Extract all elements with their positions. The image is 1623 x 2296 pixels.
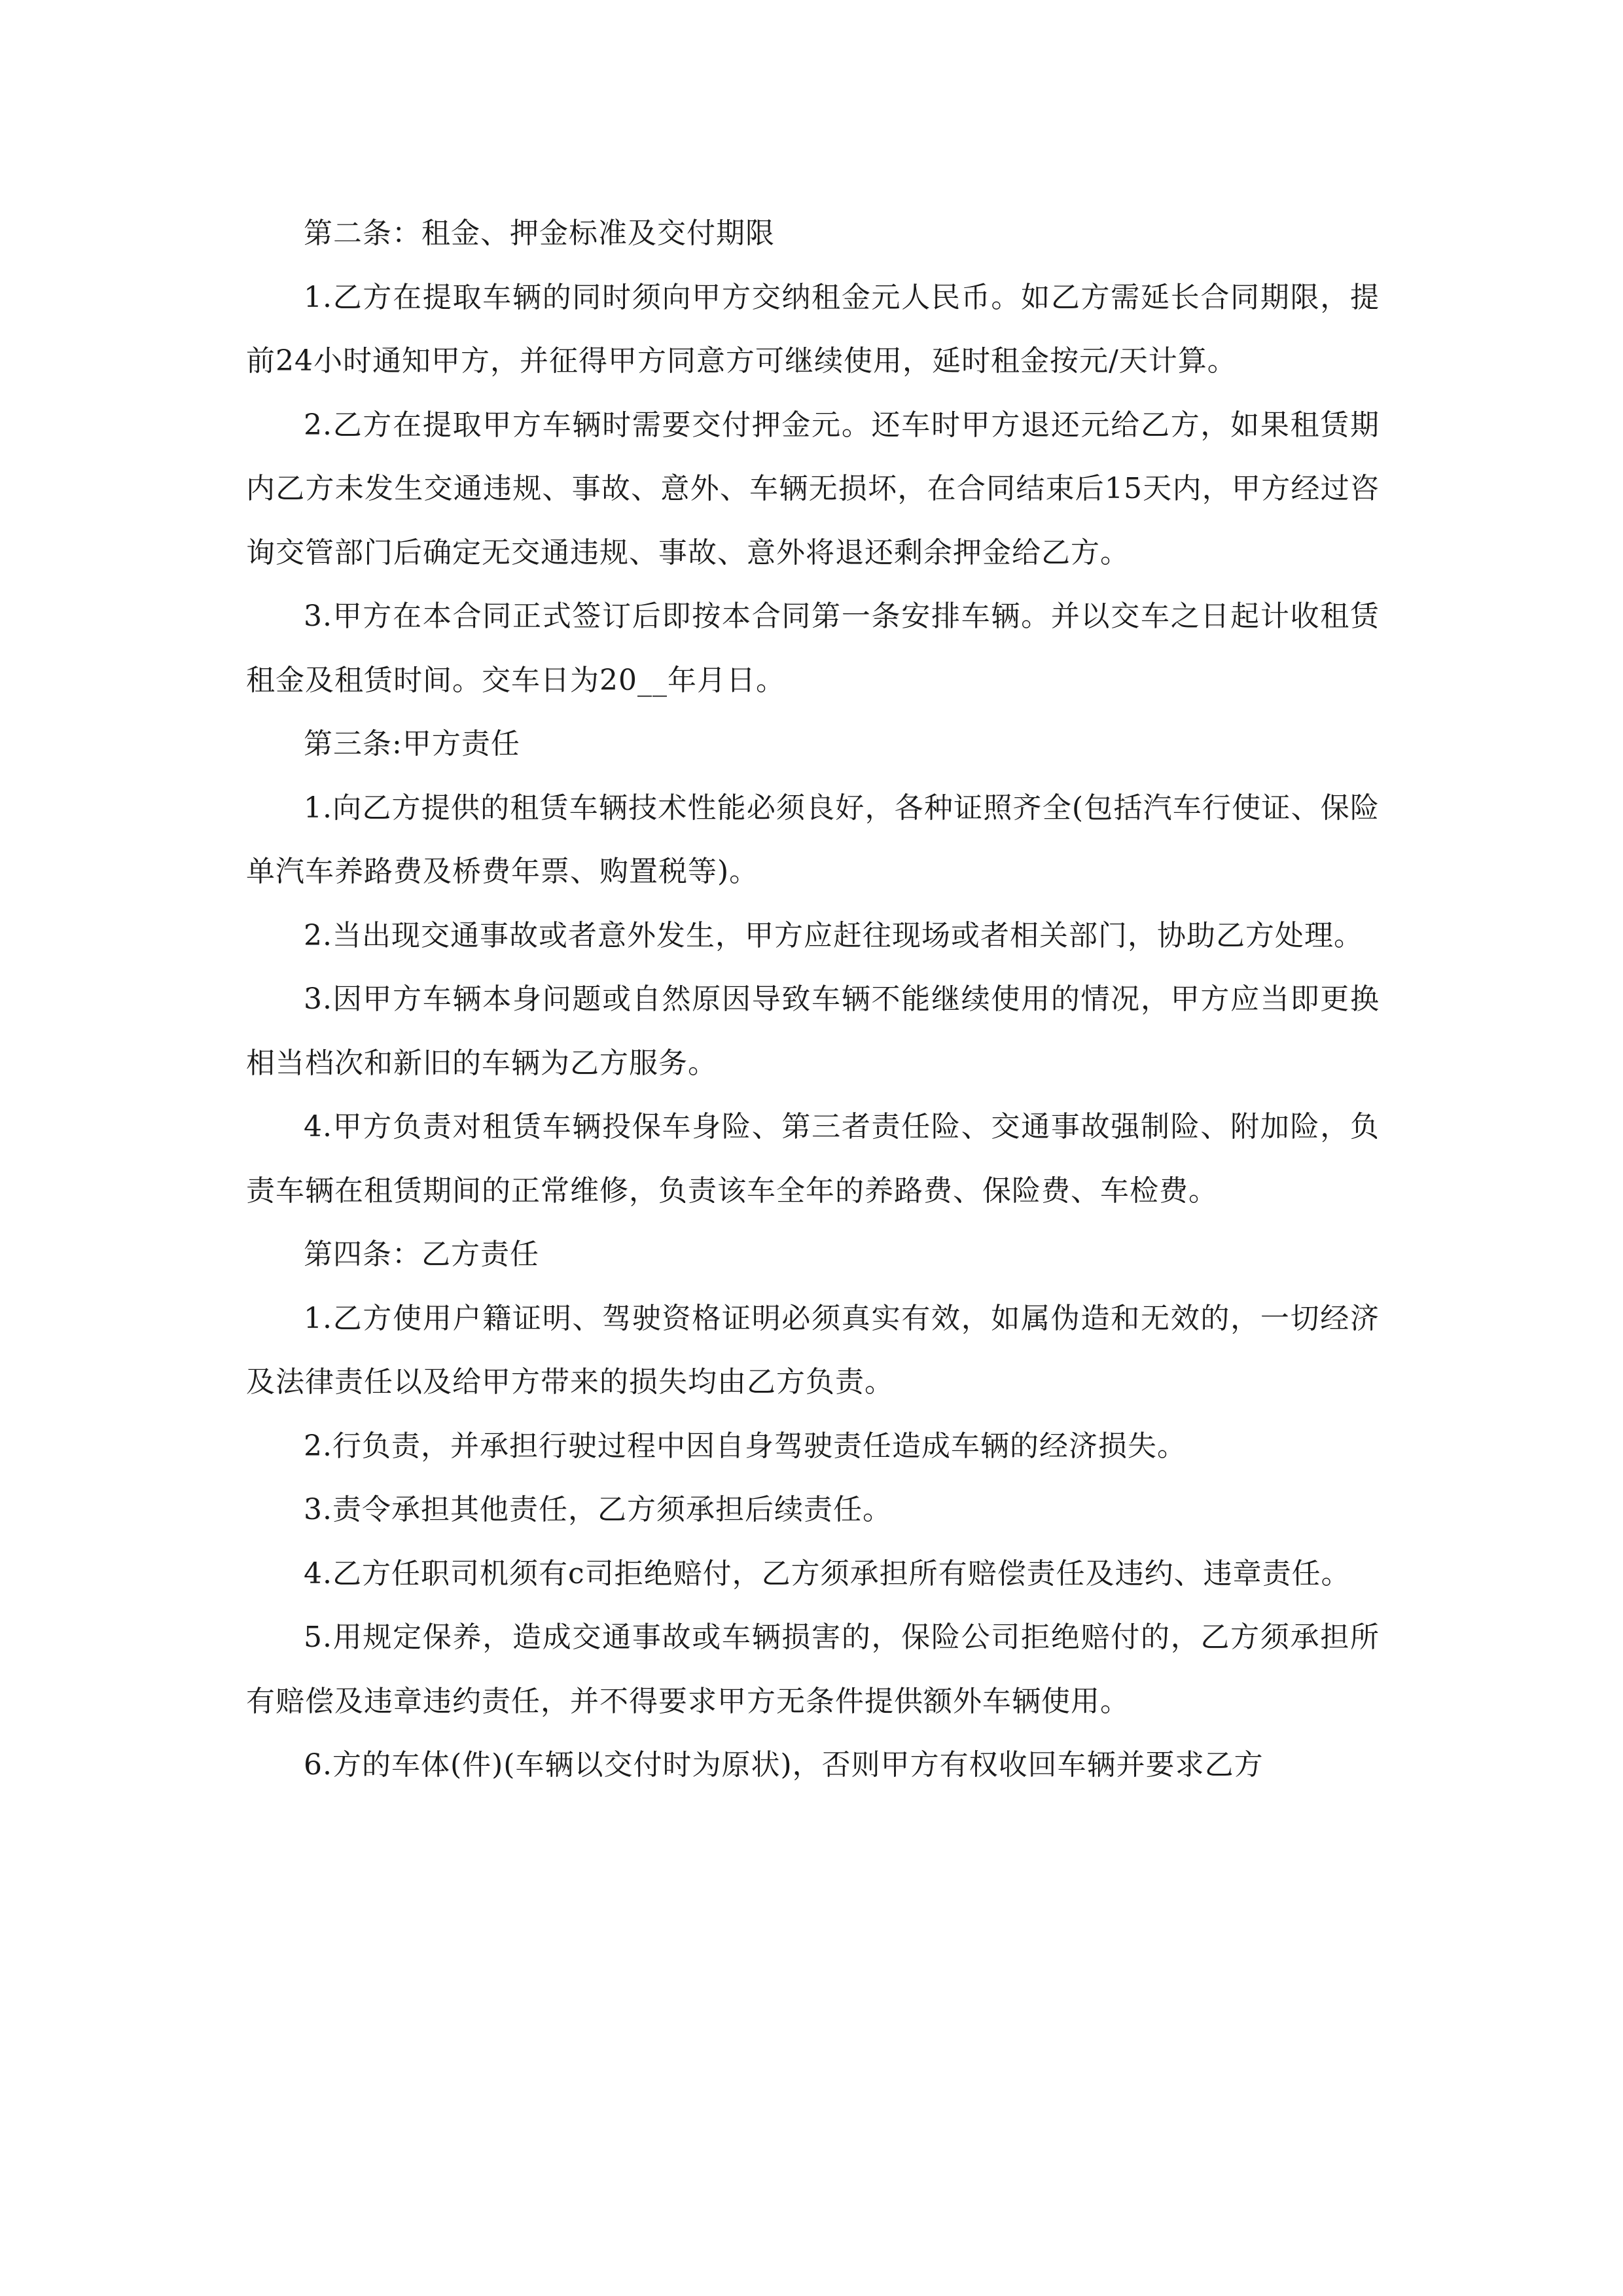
paragraph: 2.乙方在提取甲方车辆时需要交付押金元。还车时甲方退还元给乙方，如果租赁期内乙方未发生交通违规、事故、意外、车辆无损坏，在合同结束后15天内，甲方经过咨询交管部门后确定无交通违规、事故、意外将退还剩余押金给乙方。 xyxy=(246,408,1380,569)
paragraph: 4.乙方任职司机须有c司拒绝赔付，乙方须承担所有赔偿责任及违约、违章责任。 xyxy=(304,1556,1351,1590)
contract-body xyxy=(246,202,1380,1797)
paragraph: 5.用规定保养，造成交通事故或车辆损害的，保险公司拒绝赔付的，乙方须承担所有赔偿及违章违约责任，并不得要求甲方无条件提供额外车辆使用。 xyxy=(246,1621,1380,1718)
section-heading-article-2: 第二条：租金、押金标准及交付期限 xyxy=(304,217,775,250)
paragraph: 2.行负责，并承担行驶过程中因自身驾驶责任造成车辆的经济损失。 xyxy=(304,1429,1186,1463)
paragraph: 1.乙方使用户籍证明、驾驶资格证明必须真实有效，如属伪造和无效的，一切经济及法律责任以及给甲方带来的损失均由乙方负责。 xyxy=(246,1301,1380,1399)
paragraph: 3.责令承担其他责任，乙方须承担后续责任。 xyxy=(304,1493,892,1526)
paragraph: 1.乙方在提取车辆的同时须向甲方交纳租金元人民币。如乙方需延长合同期限，提前24小时通知甲方，并征得甲方同意方可继续使用，延时租金按元/天计算。 xyxy=(246,280,1380,378)
section-heading-article-4: 第四条：乙方责任 xyxy=(304,1238,539,1271)
section-heading-article-3: 第三条:甲方责任 xyxy=(304,727,520,761)
paragraph: 4.甲方负责对租赁车辆投保车身险、第三者责任险、交通事故强制险、附加险，负责车辆在租赁期间的正常维修，负责该车全年的养路费、保险费、车检费。 xyxy=(246,1110,1380,1208)
paragraph: 6.方的车体(件)(车辆以交付时为原状)，否则甲方有权收回车辆并要求乙方 xyxy=(304,1748,1264,1782)
paragraph: 2.当出现交通事故或者意外发生，甲方应赶往现场或者相关部门，协助乙方处理。 xyxy=(304,918,1363,952)
paragraph: 1.向乙方提供的租赁车辆技术性能必须良好，各种证照齐全(包括汽车行使证、保险单汽车养路费及桥费年票、购置税等)。 xyxy=(246,791,1380,888)
paragraph: 3.因甲方车辆本身问题或自然原因导致车辆不能继续使用的情况，甲方应当即更换相当档次和新旧的车辆为乙方服务。 xyxy=(246,982,1380,1080)
paragraph: 3.甲方在本合同正式签订后即按本合同第一条安排车辆。并以交车之日起计收租赁租金及租赁时间。交车日为20__年月日。 xyxy=(246,600,1380,697)
